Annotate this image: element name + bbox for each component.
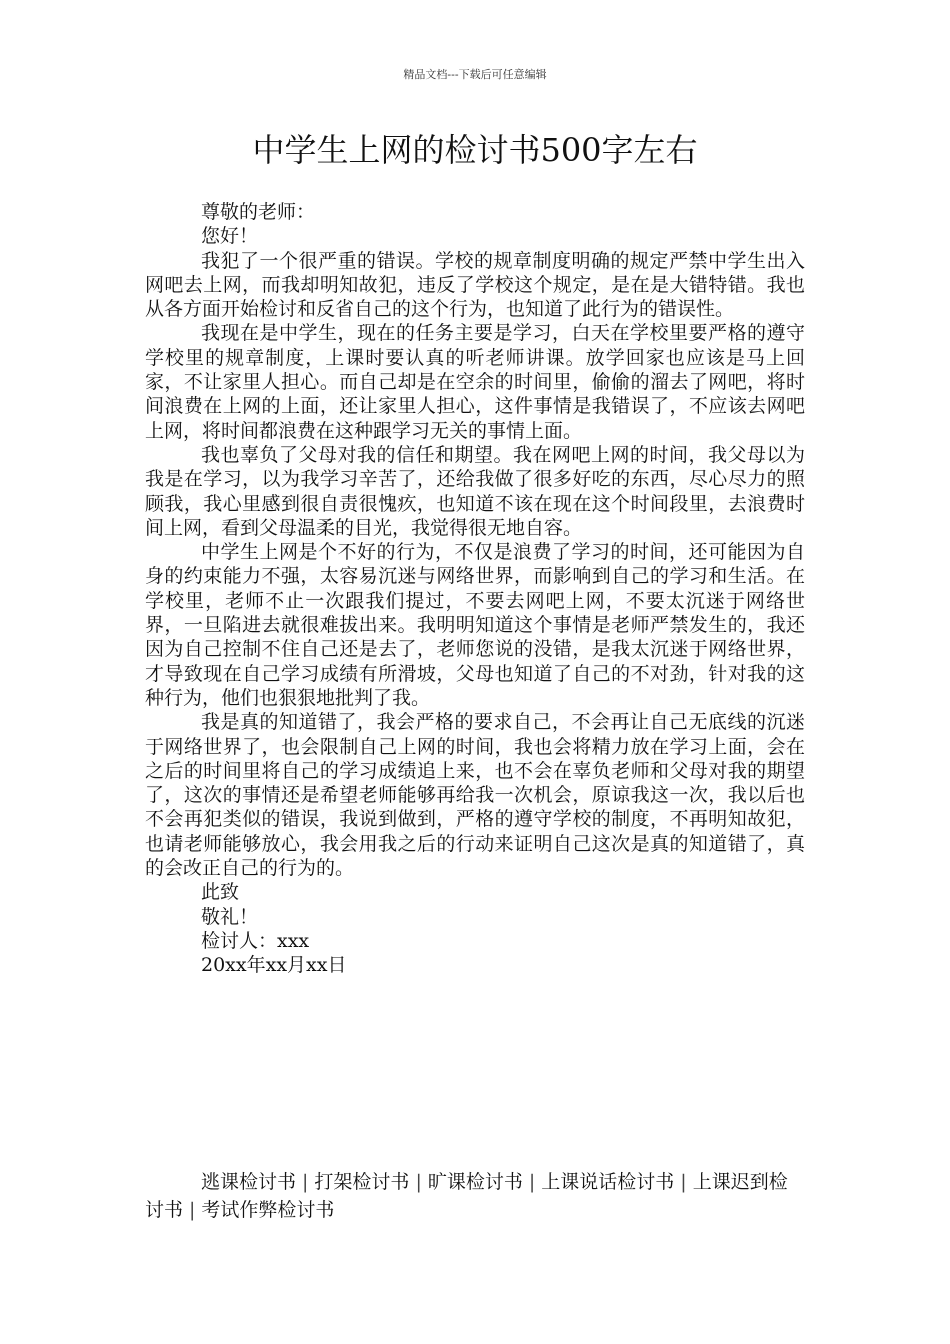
paragraph-4: 中学生上网是个不好的行为，不仅是浪费了学习的时间，还可能因为自身的约束能力不强，太容易沉迷与网络世界，而影响到自己的学习和生活。在学校里，老师不止一次跟我们提过，不要去网吧上网，不要太沉迷于网络世界，一旦陷进去就很难拔出来。我明明知道这个事情是老师严禁发生的，我还因为自己控制不住自己还是去了，老师您说的没错，是我太沉迷于网络世界，才导致现在自己学习成绩有所滑坡，父母也知道了自己的不对劲，针对我的这种行为，他们也狠狠地批判了我。 [145, 541, 805, 709]
document-title: 中学生上网的检讨书500字左右 [252, 131, 698, 169]
paragraph-3: 我也辜负了父母对我的信任和期望。我在网吧上网的时间，我父母以为我是在学习，以为我学习辛苦了，还给我做了很多好吃的东西，尽心尽力的照顾我，我心里感到很自责很愧疚，也知道不该在现在这个时间段里，去浪费时间上网，看到父母温柔的目光，我觉得很无地自容。 [145, 443, 805, 539]
related-link-4[interactable]: 上课说话检讨书 [541, 1171, 675, 1193]
link-separator: | [528, 1171, 536, 1193]
related-link-5[interactable]: 上课迟到检讨书 [145, 1171, 788, 1221]
signature: 检讨人：xxx [201, 929, 310, 952]
related-link-3[interactable]: 旷课检讨书 [427, 1171, 523, 1193]
related-link-2[interactable]: 打架检讨书 [314, 1171, 410, 1193]
salutation: 尊敬的老师： [201, 201, 316, 223]
link-separator: | [415, 1171, 422, 1193]
related-link-1[interactable]: 逃课检讨书 [201, 1171, 297, 1193]
related-links [145, 1168, 805, 1224]
link-separator: | [189, 1199, 196, 1221]
related-link-6[interactable]: 考试作弊检讨书 [201, 1199, 335, 1221]
closing-line-1: 此致 [201, 881, 240, 904]
header-note: 精品文档---下载后可任意编辑 [403, 68, 547, 81]
link-separator: | [680, 1171, 687, 1193]
greeting: 您好！ [201, 225, 259, 248]
paragraph-5: 我是真的知道错了，我会严格的要求自己，不会再让自己无底线的沉迷于网络世界了，也会限制自己上网的时间，我也会将精力放在学习上面，会在之后的时间里将自己的学习成绩追上来，也不会在辜负老师和父母对我的期望了，这次的事情还是希望老师能够再给我一次机会，原谅我这一次，我以后也不会再犯类似的错误，我说到做到，严格的遵守学校的制度，不再明知故犯，也请老师能够放心，我会用我之后的行动来证明自己这次是真的知道错了，真的会改正自己的行为的。 [145, 711, 805, 880]
paragraph-2: 我现在是中学生，现在的任务主要是学习，白天在学校里要严格的遵守学校里的规章制度，上课时要认真的听老师讲课。放学回家也应该是马上回家，不让家里人担心。而自己却是在空余的时间里，偷偷的溜去了网吧，将时间浪费在上网的上面，还让家里人担心，这件事情是我错误了，不应该去网吧上网，将时间都浪费在这种跟学习无关的事情上面。 [145, 322, 805, 442]
letter-body [145, 200, 805, 978]
closing-line-2: 敬礼！ [201, 905, 259, 928]
paragraph-1: 我犯了一个很严重的错误。学校的规章制度明确的规定严禁中学生出入网吧去上网，而我却明知故犯，违反了学校这个规定，是在是大错特错。我也从各方面开始检讨和反省自己的这个行为，也知道了此行为的错误性。 [145, 249, 805, 321]
link-separator: | [302, 1171, 309, 1193]
date: 20xx年xx月xx日 [201, 954, 347, 977]
